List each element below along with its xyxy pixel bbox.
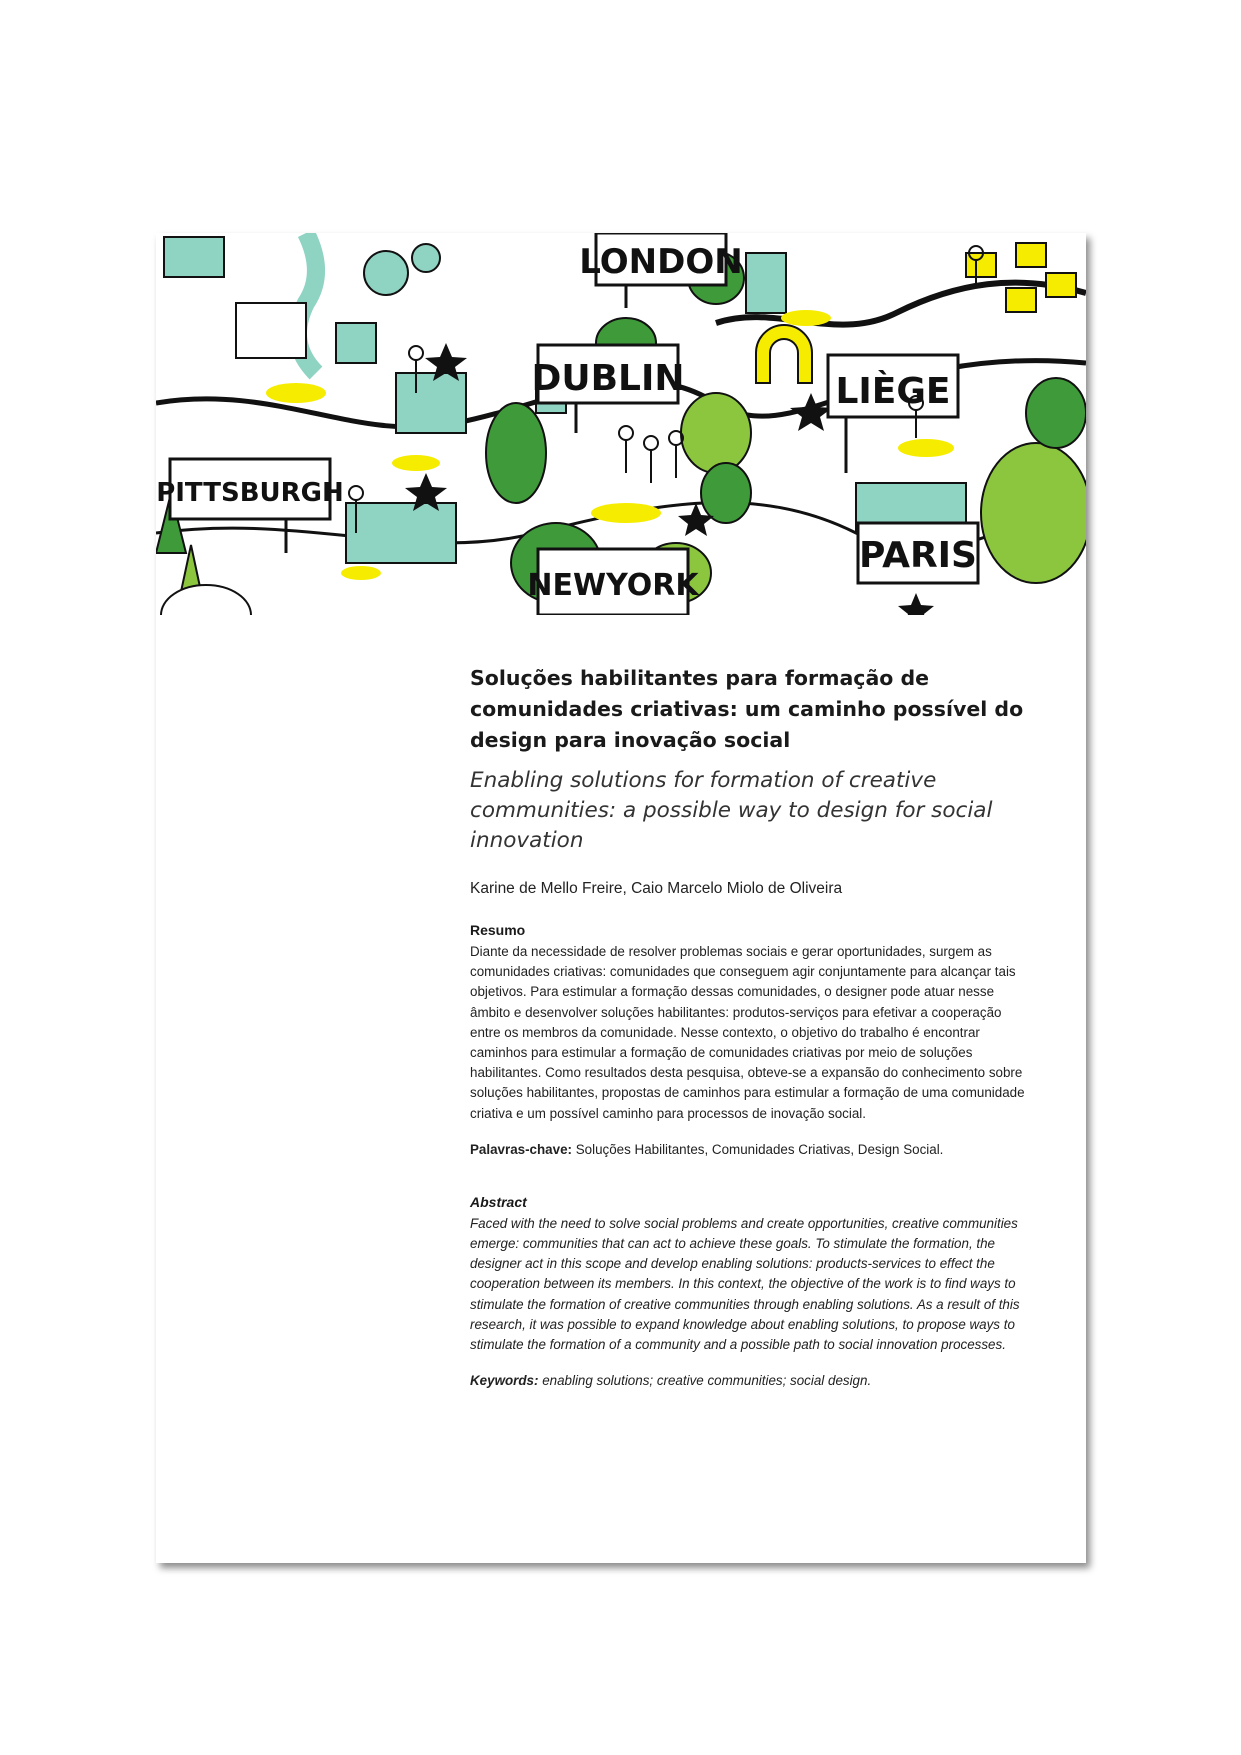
article-text [470,663,1030,1391]
resumo-heading: Resumo [470,922,526,938]
keywords-label: Keywords: [470,1373,539,1389]
paper-page [156,233,1086,1563]
palavras-chave-label: Palavras-chave: [470,1141,572,1157]
abstract-heading: Abstract [470,1193,527,1210]
sign-newyork [527,549,700,615]
city-label-dublin: DUBLIN [531,358,685,399]
keywords [470,1371,1030,1391]
abstract-text: Faced with the need to solve social problems and create opportunities, creative communities emerge: communities that can act to achieve these goals. To stimulate the formation, the designer act in this scope and develop enabling solutions: products-services to effect the cooperation between its members. In this context, the objective of the work is to find ways to stimulate the formation of creative communities through enabling solutions. As a result of this research, it was possible to expand knowledge about enabling solutions, to propose ways to stimulate the formation of a community and a possible path to social innovation processes. [470,1215,1020,1353]
sign-paris [858,523,978,583]
authors: Karine de Mello Freire, Caio Marcelo Miolo de Oliveira [470,880,843,897]
palavras-chave [470,1140,1030,1160]
city-label-london: LONDON [579,242,743,282]
city-map-drawing [156,233,1086,615]
keywords-text: enabling solutions; creative communities; social design. [538,1373,872,1389]
city-label-newyork: NEWYORK [527,568,699,603]
city-label-liege: LIÈGE [835,371,951,412]
city-label-paris: PARIS [859,535,977,576]
city-label-pittsburgh: PITTSBURGH [156,478,344,508]
palavras-chave-text: Soluções Habilitantes, Comunidades Criativas, Design Social. [572,1141,944,1157]
resumo-text: Diante da necessidade de resolver problemas sociais e gerar oportunidades, surgem as comunidades criativas: comunidades que conseguem agir conjuntamente para alcançar tais objetivos. Para estimular a formação dessas comunidades, o designer pode atuar nesse âmbito e desenvolver soluções habilitantes: produtos-serviços para efetivar a cooperação entre os membros da comunidade. Nesse contexto, o objetivo do trabalho é encontrar caminhos para estimular a formação de comunidades criativas por meio de soluções habilitantes. Como resultados desta pesquisa, obteve-se a expansão do conhecimento sobre soluções habilitantes, propostas de caminhos para estimular a formação de uma comunidade criativa e um possível caminho para processos de inovação social. [470,944,1025,1121]
title-english: Enabling solutions for formation of creative communities: a possible way to design for social innovation [470,768,993,853]
title-portuguese: Soluções habilitantes para formação de comunidades criativas: um caminho possível do design para inovação social [470,666,1024,752]
cover-illustration [156,233,1086,615]
